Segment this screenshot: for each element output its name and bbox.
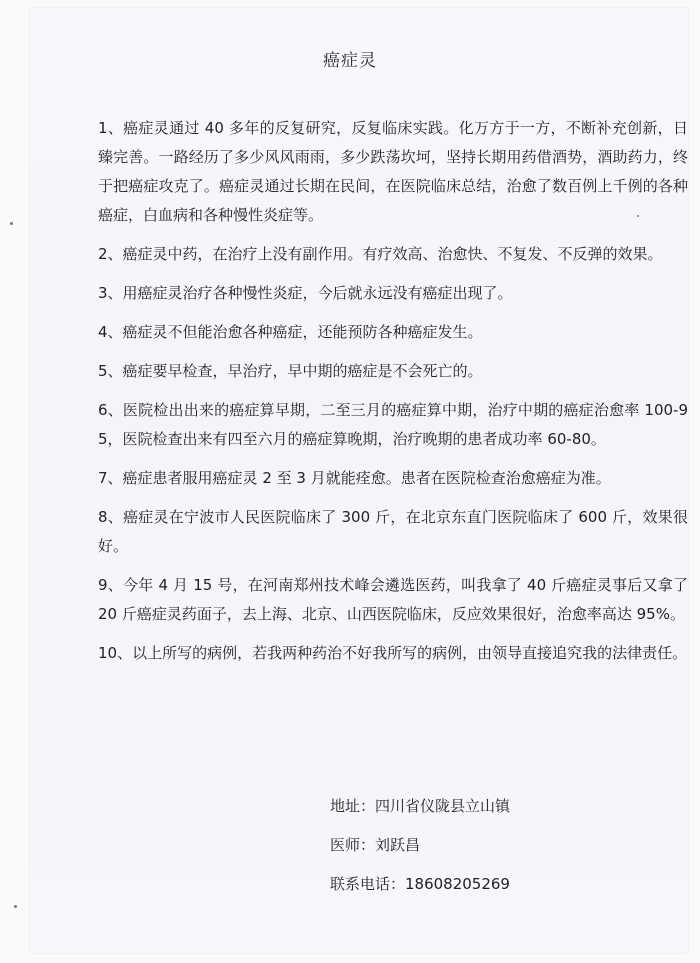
contact-block xyxy=(330,792,670,909)
paragraph-2: 2、癌症灵中药，在治疗上没有副作用。有疗效高、治愈快、不复发、不反弹的效果。 xyxy=(98,245,663,263)
paragraph-9: 9、今年 4 月 15 号，在河南郑州技术峰会遴选医药，叫我拿了 40 斤癌症灵事后又拿了 20 斤癌症灵药面子，去上海、北京、山西医院临床，反应效果很好，治愈率高达 95%。 xyxy=(98,576,688,623)
paragraph-5: 5、癌症要早检查，早治疗，早中期的癌症是不会死亡的。 xyxy=(98,362,483,380)
paragraph-1: 1、癌症灵通过 40 多年的反复研究，反复临床实践。化万方于一方，不断补充创新，日臻完善。一路经历了多少风风雨雨，多少跌荡坎坷，坚持长期用药借酒势，酒助药力，终于把癌症攻克了。癌症灵通过长期在民间，在医院临床总结，治愈了数百例上千例的各种癌症，白血病和各种慢性炎症等。 xyxy=(98,119,688,224)
scan-speck xyxy=(637,215,639,217)
paragraph-10: 10、以上所写的病例，若我两种药治不好我所写的病例，由领导直接追究我的法律责任。 xyxy=(98,644,688,662)
scan-speck xyxy=(14,905,17,908)
paragraph-list xyxy=(98,114,688,678)
paragraph-3: 3、用癌症灵治疗各种慢性炎症，今后就永远没有癌症出现了。 xyxy=(98,284,513,302)
doctor-line: 医师：刘跃昌 xyxy=(330,836,421,854)
paragraph-8: 8、癌症灵在宁波市人民医院临床了 300 斤，在北京东直门医院临床了 600 斤，效果很好。 xyxy=(98,508,688,555)
address-line: 地址：四川省仪陇县立山镇 xyxy=(330,797,511,815)
document-title: 癌症灵 xyxy=(323,51,377,71)
phone-line: 联系电话：18608205269 xyxy=(330,875,510,893)
scan-speck xyxy=(10,222,13,225)
paragraph-7: 7、癌症患者服用癌症灵 2 至 3 月就能痊愈。患者在医院检查治愈癌症为准。 xyxy=(98,469,611,487)
paragraph-6: 6、医院检出出来的癌症算早期，二至三月的癌症算中期，治疗中期的癌症治愈率 100-95，医院检查出来有四至六月的癌症算晚期，治疗晚期的患者成功率 60-80。 xyxy=(98,401,688,448)
paragraph-4: 4、癌症灵不但能治愈各种癌症，还能预防各种癌症发生。 xyxy=(98,323,483,341)
